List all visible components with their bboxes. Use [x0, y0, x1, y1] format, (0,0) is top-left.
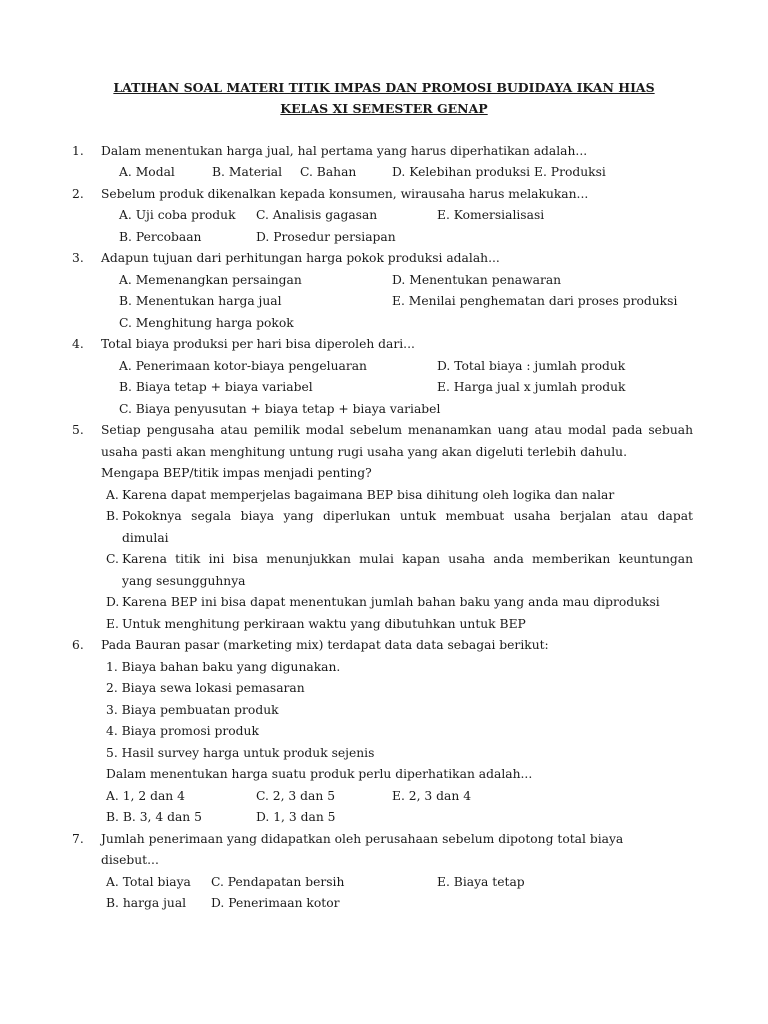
question-text: Pada Bauran pasar (marketing mix) terdapat data data sebagai berikut:: [101, 638, 549, 652]
option: E. Komersialisasi: [437, 208, 545, 222]
list-item: 2. Biaya sewa lokasi pemasaran: [106, 681, 305, 695]
option: D. Prosedur persiapan: [256, 230, 396, 244]
option: C. Pendapatan bersih: [211, 875, 345, 889]
option: D. Total biaya : jumlah produk: [437, 359, 626, 373]
question-number: 5.: [72, 423, 84, 437]
option: B. Menentukan harga jual: [119, 294, 282, 308]
option: E. Harga jual x jumlah produk: [437, 380, 626, 394]
option: E. Biaya tetap: [437, 875, 525, 889]
option: C. 2, 3 dan 5: [256, 789, 336, 803]
question-text: Total biaya produksi per hari bisa diperoleh dari...: [101, 337, 415, 351]
option: A. Memenangkan persaingan: [119, 273, 302, 287]
option-letter: C.: [106, 552, 119, 566]
option: B. harga jual: [106, 896, 187, 910]
question-text: Adapun tujuan dari perhitungan harga pokok produksi adalah...: [101, 251, 500, 265]
option-text-cont: dimulai: [122, 531, 169, 545]
question-text-line: Mengapa BEP/titik impas menjadi penting?: [101, 466, 372, 480]
question-text-line: usaha pasti akan menghitung untung rugi usaha yang akan digeluti terlebih dahulu.: [101, 445, 627, 459]
option: B. Material: [212, 165, 283, 179]
list-item: 1. Biaya bahan baku yang digunakan.: [106, 660, 341, 674]
question-prompt: Dalam menentukan harga suatu produk perlu diperhatikan adalah...: [106, 767, 533, 781]
option: D. Menentukan penawaran: [392, 273, 562, 287]
option-letter: E.: [106, 617, 119, 631]
document-title: LATIHAN SOAL MATERI TITIK IMPAS DAN PROMOSI BUDIDAYA IKAN HIAS: [113, 80, 655, 95]
question-text: Sebelum produk dikenalkan kepada konsumen, wirausaha harus melakukan...: [101, 187, 589, 201]
option: B. Percobaan: [119, 230, 202, 244]
option-text: Karena dapat memperjelas bagaimana BEP bisa dihitung oleh logika dan nalar: [122, 488, 615, 502]
option: E. 2, 3 dan 4: [392, 789, 472, 803]
option: C. Menghitung harga pokok: [119, 316, 294, 330]
question-text-line: Setiap pengusaha atau pemilik modal sebelum menanamkan uang atau modal pada sebuah: [101, 423, 693, 437]
option-text: Pokoknya segala biaya yang diperlukan untuk membuat usaha berjalan atau dapat: [122, 509, 693, 523]
option: A. Uji coba produk: [119, 208, 236, 222]
option-text: Untuk menghitung perkiraan waktu yang dibutuhkan untuk BEP: [122, 617, 526, 631]
question-number: 7.: [72, 832, 84, 846]
option-text-cont: yang sesungguhnya: [122, 574, 246, 588]
option: A. 1, 2 dan 4: [106, 789, 185, 803]
question-number: 1.: [72, 144, 84, 158]
option: A. Modal: [119, 165, 175, 179]
option: C. Analisis gagasan: [256, 208, 378, 222]
option: A. Penerimaan kotor-biaya pengeluaran: [119, 359, 367, 373]
option: D. Kelebihan produksi E. Produksi: [392, 165, 606, 179]
option: D. 1, 3 dan 5: [256, 810, 336, 824]
list-item: 4. Biaya promosi produk: [106, 724, 259, 738]
option-text: Karena titik ini bisa menunjukkan mulai kapan usaha anda memberikan keuntungan: [122, 552, 693, 566]
document-subtitle: KELAS XI SEMESTER GENAP: [280, 101, 488, 116]
list-item: 5. Hasil survey harga untuk produk sejenis: [106, 746, 375, 760]
question-number: 3.: [72, 251, 84, 265]
option-letter: B.: [106, 509, 119, 523]
option: B. B. 3, 4 dan 5: [106, 810, 202, 824]
question-number: 6.: [72, 638, 84, 652]
question-text: Dalam menentukan harga jual, hal pertama yang harus diperhatikan adalah...: [101, 144, 588, 158]
question-text-line: disebut...: [101, 853, 159, 867]
question-number: 4.: [72, 337, 84, 351]
option: B. Biaya tetap + biaya variabel: [119, 380, 313, 394]
option: E. Menilai penghematan dari proses produksi: [392, 294, 678, 308]
option-text: Karena BEP ini bisa dapat menentukan jumlah bahan baku yang anda mau diproduksi: [122, 595, 660, 609]
option: C. Bahan: [300, 165, 357, 179]
question-number: 2.: [72, 187, 84, 201]
option-letter: D.: [106, 595, 120, 609]
option: C. Biaya penyusutan + biaya tetap + biaya variabel: [119, 402, 441, 416]
option-letter: A.: [106, 488, 119, 502]
option: D. Penerimaan kotor: [211, 896, 340, 910]
option: A. Total biaya: [106, 875, 191, 889]
list-item: 3. Biaya pembuatan produk: [106, 703, 279, 717]
question-text-line: Jumlah penerimaan yang didapatkan oleh perusahaan sebelum dipotong total biaya: [101, 832, 624, 846]
